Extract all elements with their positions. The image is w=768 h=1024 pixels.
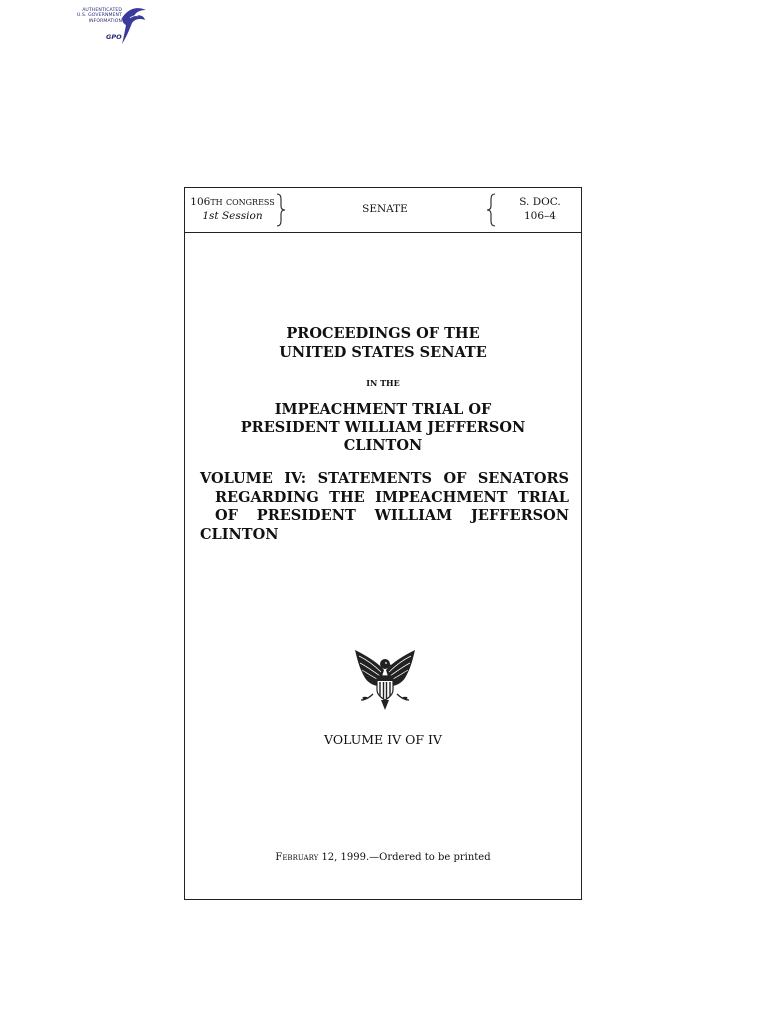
logo-line-government: U.S. GOVERNMENT <box>76 13 122 19</box>
order-date-line <box>185 852 581 863</box>
trial-line-2: PRESIDENT WILLIAM JEFFERSON <box>240 419 526 436</box>
gpo-authentication-logo <box>62 4 148 48</box>
eagle-icon <box>118 4 148 48</box>
congress-line <box>190 196 275 210</box>
session-label: 1st Session <box>202 209 263 222</box>
in-the-label: IN THE <box>366 378 400 388</box>
trial-line-1: IMPEACHMENT TRIAL OF <box>274 401 492 418</box>
volume-title-last-line: CLINTON <box>200 525 279 543</box>
eagle-seal-icon <box>351 648 419 712</box>
congress-info <box>190 196 275 223</box>
impeachment-trial-title <box>185 401 581 455</box>
doc-label: S. DOC. <box>519 196 561 208</box>
date-rest: 12, 1999.—Ordered to be printed <box>318 852 491 863</box>
congress-number: 106 <box>190 196 211 208</box>
left-brace-icon <box>486 193 496 227</box>
chamber-label: SENATE <box>362 203 408 215</box>
document-cover <box>184 187 582 900</box>
title-line-2: UNITED STATES SENATE <box>279 343 487 361</box>
logo-gpo-word: GPO <box>106 33 122 41</box>
congress-label: CONGRESS <box>225 198 275 207</box>
trial-line-3: CLINTON <box>343 437 423 454</box>
document-number-info <box>505 196 575 223</box>
title-line-1: PROCEEDINGS OF THE <box>286 325 480 342</box>
volume-title-text: VOLUME IV: STATEMENTS OF SENATORS REGARDING THE IMPEACHMENT TRIAL OF PRESIDENT WILLIAM JEFFERSON <box>200 470 569 524</box>
logo-line-information: INFORMATION <box>88 18 122 24</box>
logo-line-authenticated: AUTHENTICATED <box>82 8 122 13</box>
date-month: February <box>275 852 319 863</box>
document-header <box>185 188 581 233</box>
congress-suffix: TH <box>210 198 223 207</box>
volume-title <box>200 470 569 544</box>
volume-number: VOLUME IV OF IV <box>324 732 442 747</box>
doc-number: 106–4 <box>524 209 556 222</box>
proceedings-title <box>185 325 581 362</box>
logo-text <box>62 8 122 24</box>
